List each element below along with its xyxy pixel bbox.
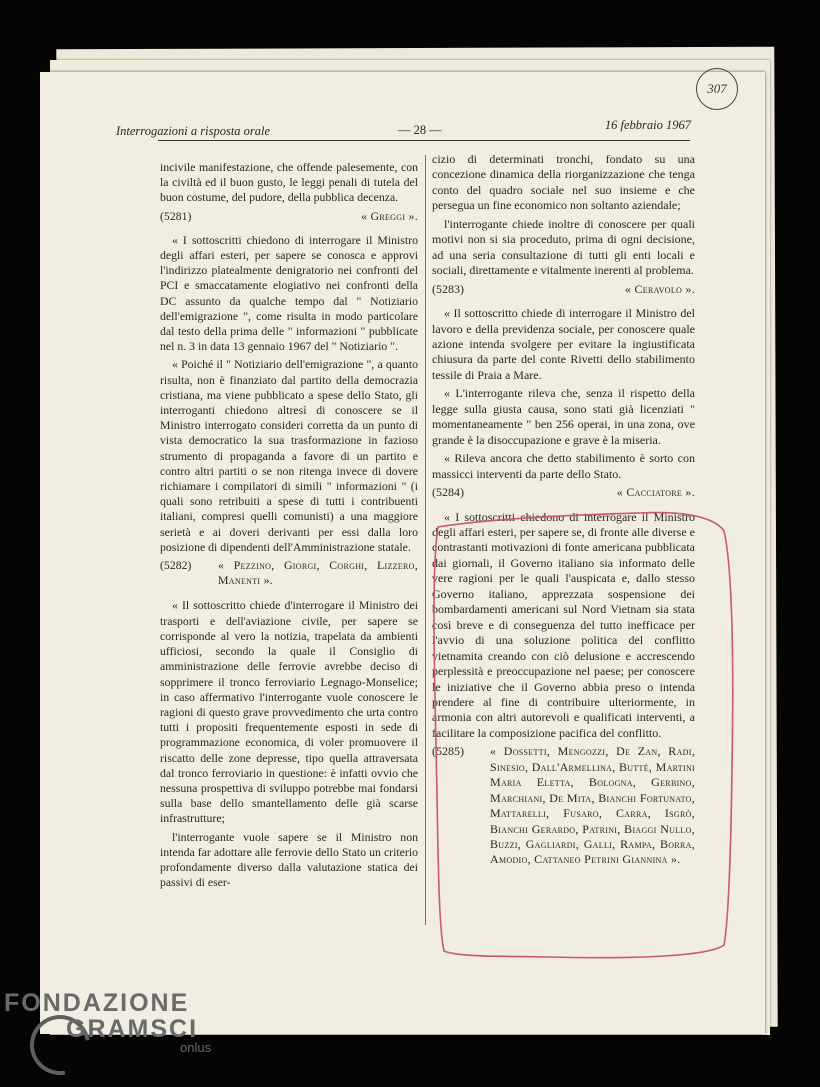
watermark-line3: onlus bbox=[180, 1040, 212, 1055]
annotation-outline bbox=[434, 513, 733, 958]
continued-paragraph: incivile manifestazione, che offende palesemente, con la civiltà ed il buon gusto, le leggi penali di tutela del buon costume, del pudore, della pubblica decenza. bbox=[160, 160, 418, 205]
paragraph: « Il sottoscritto chiede d'interrogare il Ministro dei trasporti e dell'aviazione civile, per sapere se corrisponde al vero la notizia, trapelata da ambienti ufficiosi, secondo la quale il Consiglio di amministrazione delle ferrovie avrebbe deciso di sopprimere il tronco ferroviario Legnago-Monselice; in caso affermativo l'interrogante vuole conoscere le ragioni di questo grave provvedimento che urta contro tutti i propositi frequentemente esposti in sede di programmazione economica, di voler promuovere il riscatto delle zone depresse, tipo quella attraversata dal tronco ferroviario in questione: è infatti ovvio che nessuna prospettiva di sviluppo potrebbe mai fondarsi sulla base dello smantellamento delle già scarse infrastrutture; bbox=[160, 598, 418, 826]
continued-paragraph: cizio di determinati tronchi, fondato su una concezione dinamica della riorganizzazione che tenga conto del quadro sociale nel suo insieme e che persegua un fine economico non soltanto aziendale; bbox=[432, 152, 695, 213]
paragraph: « I sottoscritti chiedono di interrogare il Ministro degli affari esteri, per sapere se, di fronte alle diverse e contrastanti motivazioni di fonte americana pubblicata dai giornali, il Governo italiano sia informato delle vere ragioni per le quali l'auspicata e, dallo stesso Governo italiano, apprezzata sospensione dei bombardamenti americani sul Nord Vietnam sia stata così breve e di conseguenza del tutto inefficace per l'avvio di una soluzione politica del conflitto vietnamita creando con ciò delusione e accrescendo perplessità e preoccupazione nel paese; per conoscere le iniziative che il Governo abbia preso o intenda prendere al fine di contribuire ulteriormente, in armonia con altri autorevoli e qualificati interventi, a facilitare la composizione pacifica del conflitto. bbox=[432, 509, 695, 740]
interrogation-number: (5281) bbox=[160, 208, 192, 223]
left-column bbox=[160, 160, 418, 893]
red-pencil-annotation bbox=[428, 505, 740, 961]
paragraph: l'interrogante chiede inoltre di conoscere per quali motivi non si sia proceduto, prima di ogni decisione, ad una seria consultazione di tutti gli enti locali e sociali, direttamente e vitalmente inerenti al problema. bbox=[432, 216, 695, 278]
paragraph: « L'interrogante rileva che, senza il rispetto della legge sulla giusta causa, sono stati già licenziati " momentaneamente " ben 256 operai, in una zona, ove grande è la disoccupazione e grave è la miseria. bbox=[432, 386, 695, 447]
running-header bbox=[116, 118, 691, 140]
paragraph: « Poiché il " Notiziario dell'emigrazione ", a quanto risulta, non è finanziato dal partito della democrazia cristiana, ma viene pubblicato a spese dello Stato, gli interroganti chiedono altresì di conoscere se il Ministro interrogato consideri corretta da un punto di vista democratico la sua trasformazione in fazioso strumento di propaganda a favore di un partito e contro altri partiti o se non ritenga invece di dovere richiamare i compilatori di simili " informazioni " (i quali sono retribuiti a spese di tutti i contribuenti italiani, compresi quelli comunisti) a una maggiore serietà e ai doveri derivanti per essi dalla loro posizione di dipendenti dell'Amministrazione statale. bbox=[160, 357, 418, 554]
paragraph: l'interrogante vuole sapere se il Ministro non intenda far adottare alle ferrovie dello Stato un criterio profondamente diverso dalla valutazione statica dei passivi di eser- bbox=[160, 829, 418, 890]
column-divider bbox=[425, 155, 426, 925]
signatories: « Pezzino, Giorgi, Corghi, Lizzero, Manenti ». bbox=[218, 558, 418, 588]
paragraph: « I sottoscritti chiedono di interrogare il Ministro degli affari esteri, per sapere se conosca e approvi l'indirizzo platealmente denigratorio nei confronti del PCI e smaccatamente elogiativo nei confronti della DC assunto da qualche tempo dal " Notiziario dell'emigrazione ", come risulta in modo particolare dal testo della prima delle " informazioni " pubblicate nel n. 3 in data 13 gennaio 1967 del " Notiziario ". bbox=[160, 232, 418, 354]
signature-line bbox=[160, 209, 418, 224]
watermark-line2: GRAMSCI bbox=[66, 1015, 199, 1043]
header-section-title: Interrogazioni a risposta orale bbox=[116, 124, 271, 138]
signature-line bbox=[432, 485, 695, 500]
interrogation-number: (5283) bbox=[432, 281, 464, 296]
header-rule bbox=[158, 140, 690, 141]
interrogation-number: (5282) bbox=[160, 558, 192, 573]
signature-line bbox=[432, 282, 695, 297]
watermark bbox=[4, 990, 211, 1055]
signatories: « Greggi ». bbox=[361, 208, 418, 223]
signatories: « Cacciatore ». bbox=[616, 485, 695, 500]
page-number: — 28 — bbox=[398, 123, 442, 137]
paragraph: « Il sottoscritto chiede di interrogare il Ministro del lavoro e della previdenza sociale, per conoscere quale azione intenda svolgere per evitare la ingiustificata chiusura da parte del conte Rivetti dello stabilimento tessile di Praia a Mare. bbox=[432, 306, 695, 382]
header-date: 16 febbraio 1967 bbox=[604, 118, 691, 132]
signature-block bbox=[160, 558, 418, 588]
signatories: « Dossetti, Mengozzi, De Zan, Radi, Sinesio, Dall'Armellina, Buttè, Martini Maria Eletta, Bologna, Gerbino, Marchiani, De Mita, Bianchi Fortunato, Mattarelli, Fusaro, Carra, Isgrò, Bianchi Gerardo, Patrini, Biaggi Nullo, Buzzi, Gagliardi, Galli, Rampa, Borra, Amodio, Cattaneo Petrini Giannina ». bbox=[490, 744, 695, 867]
interrogation-number: (5285) bbox=[432, 744, 464, 759]
signatories: « Ceravolo ». bbox=[624, 281, 695, 296]
archive-stamp: 307 bbox=[696, 68, 738, 110]
paragraph: « Rileva ancora che detto stabilimento è sorto con massicci interventi da parte dello Stato. bbox=[432, 451, 695, 481]
interrogation-number: (5284) bbox=[432, 485, 464, 500]
watermark-line1: FONDAZIONE bbox=[4, 989, 190, 1017]
